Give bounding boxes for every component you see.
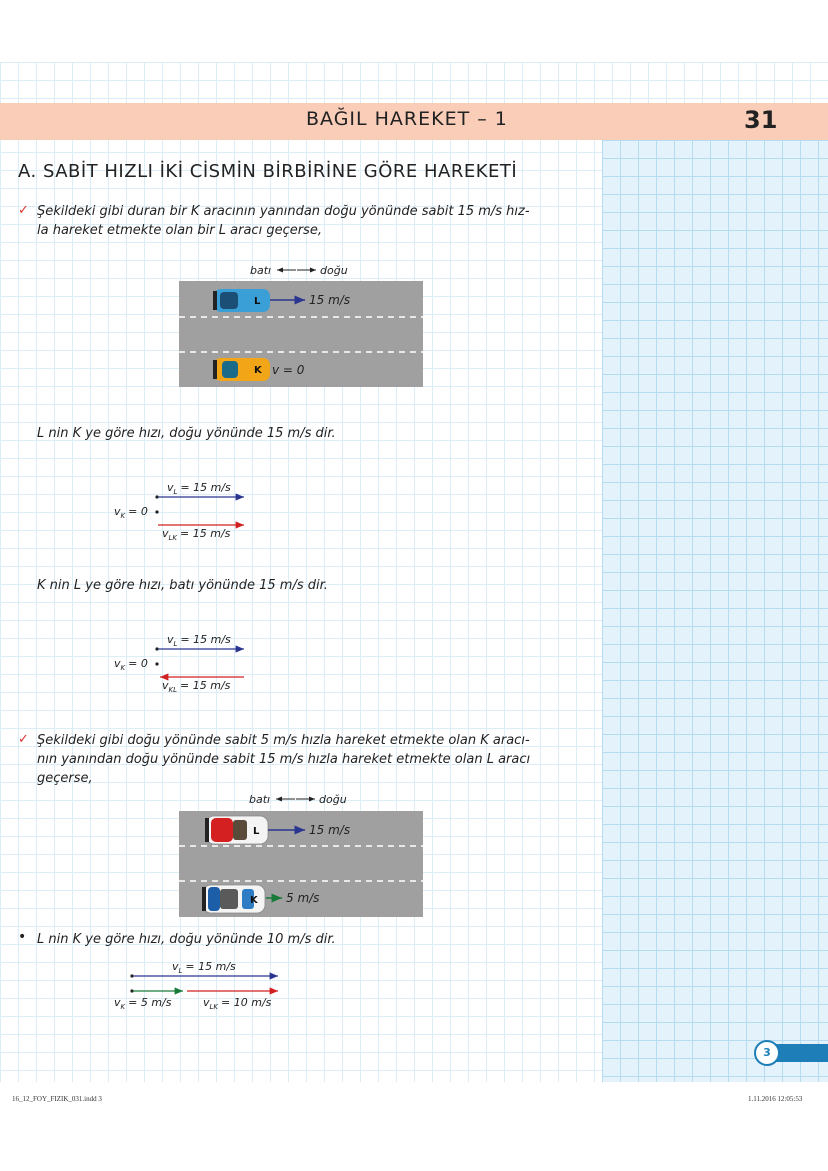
page-number: 3 xyxy=(754,1040,780,1066)
car-l-speed: 15 m/s xyxy=(309,293,351,307)
statement-2: K nin L ye göre hızı, batı yönünde 15 m/s dir. xyxy=(37,578,328,593)
car-l-2 xyxy=(205,816,268,844)
bullet-icon: • xyxy=(18,929,27,945)
west-label: batı xyxy=(250,264,272,277)
diag1-vk-value: = 0 xyxy=(128,505,148,518)
vector-diagram-3 xyxy=(114,960,278,1011)
car-k2-speed: 5 m/s xyxy=(286,891,320,905)
svg-text:vLK= 10 m/s: $v_{LK} = 10$ m/s xyxy=(203,996,272,1011)
intro-line-2: la hareket etmekte olan bir L aracı geçerse, xyxy=(37,223,322,238)
svg-text:K: K xyxy=(250,895,258,906)
intro2-line-3: geçerse, xyxy=(37,771,93,786)
svg-text:vK= 5 m/s: $v_K = 5$ m/s xyxy=(114,996,172,1011)
diag2-vk-value: = 0 xyxy=(128,657,148,670)
intro2-line-1: Şekildeki gibi doğu yönünde sabit 5 m/s hızla hareket etmekte olan K aracı- xyxy=(37,733,530,748)
car-k-label: K xyxy=(254,365,262,376)
statement-1: L nin K ye göre hızı, doğu yönünde 15 m/s dir. xyxy=(37,426,336,441)
car-k xyxy=(213,358,270,381)
vector-diagram-2 xyxy=(114,633,244,694)
east-label: doğu xyxy=(320,264,348,277)
direction-indicator xyxy=(250,264,348,277)
intro2-line-2: nın yanından doğu yönünde sabit 15 m/s hızla hareket etmekte olan L aracı xyxy=(37,752,531,767)
diag2-vl-value: = 15 m/s xyxy=(180,633,231,646)
car-k-2 xyxy=(202,885,265,913)
svg-text:vK= 0: $v_K = 0$ xyxy=(114,505,148,520)
statement-3: L nin K ye göre hızı, doğu yönünde 10 m/s dir. xyxy=(37,932,336,947)
car-l xyxy=(213,289,270,312)
page-title: BAĞIL HAREKET – 1 xyxy=(306,108,508,130)
intro-line-1: Şekildeki gibi duran bir K aracının yanından doğu yönünde sabit 15 m/s hız- xyxy=(37,204,530,219)
direction-indicator-2 xyxy=(249,793,347,806)
svg-text:L: L xyxy=(253,826,260,837)
vector-diagram-1 xyxy=(114,481,244,542)
footer-date: 1.11.2016 12:05:53 xyxy=(748,1095,803,1103)
svg-text:vL= 15 m/s: $v_L = 15$ m/s xyxy=(172,960,236,975)
car-l2-speed: 15 m/s xyxy=(309,823,351,837)
svg-text:vLK= 15 m/s: $v_{LK} = 15$ m/s xyxy=(162,527,231,542)
svg-text:vK= 0: $v_K = 0$ xyxy=(114,657,148,672)
car-l-label: L xyxy=(254,296,261,307)
section-title: A. SABİT HIZLI İKİ CİSMİN BİRBİRİNE GÖRE HAREKETİ xyxy=(18,161,518,182)
car-k-speed: v = 0 xyxy=(272,363,305,377)
diag1-vl-value: = 15 m/s xyxy=(180,481,231,494)
diag3-vlk-value: = 10 m/s xyxy=(221,996,272,1009)
svg-text:vL= 15 m/s: $v_L = 15$ m/s xyxy=(167,481,231,496)
check-icon: ✓ xyxy=(18,203,29,218)
svg-text:vL= 15 m/s: $v_L = 15$ m/s xyxy=(167,633,231,648)
diag3-vk-value: = 5 m/s xyxy=(128,996,172,1009)
footer-file: 16_12_FOY_FIZIK_031.indd 3 xyxy=(12,1095,102,1103)
svg-text:batı: batı xyxy=(249,793,271,806)
diag2-vkl-value: = 15 m/s xyxy=(180,679,231,692)
worksheet-number: 31 xyxy=(744,106,778,134)
svg-text:vKL= 15 m/s: $v_{KL} = 15$ m/s xyxy=(162,679,231,694)
diag1-vlk-value: = 15 m/s xyxy=(180,527,231,540)
check-icon-2: ✓ xyxy=(18,732,29,747)
diag3-vl-value: = 15 m/s xyxy=(185,960,236,973)
svg-text:doğu: doğu xyxy=(319,793,347,806)
